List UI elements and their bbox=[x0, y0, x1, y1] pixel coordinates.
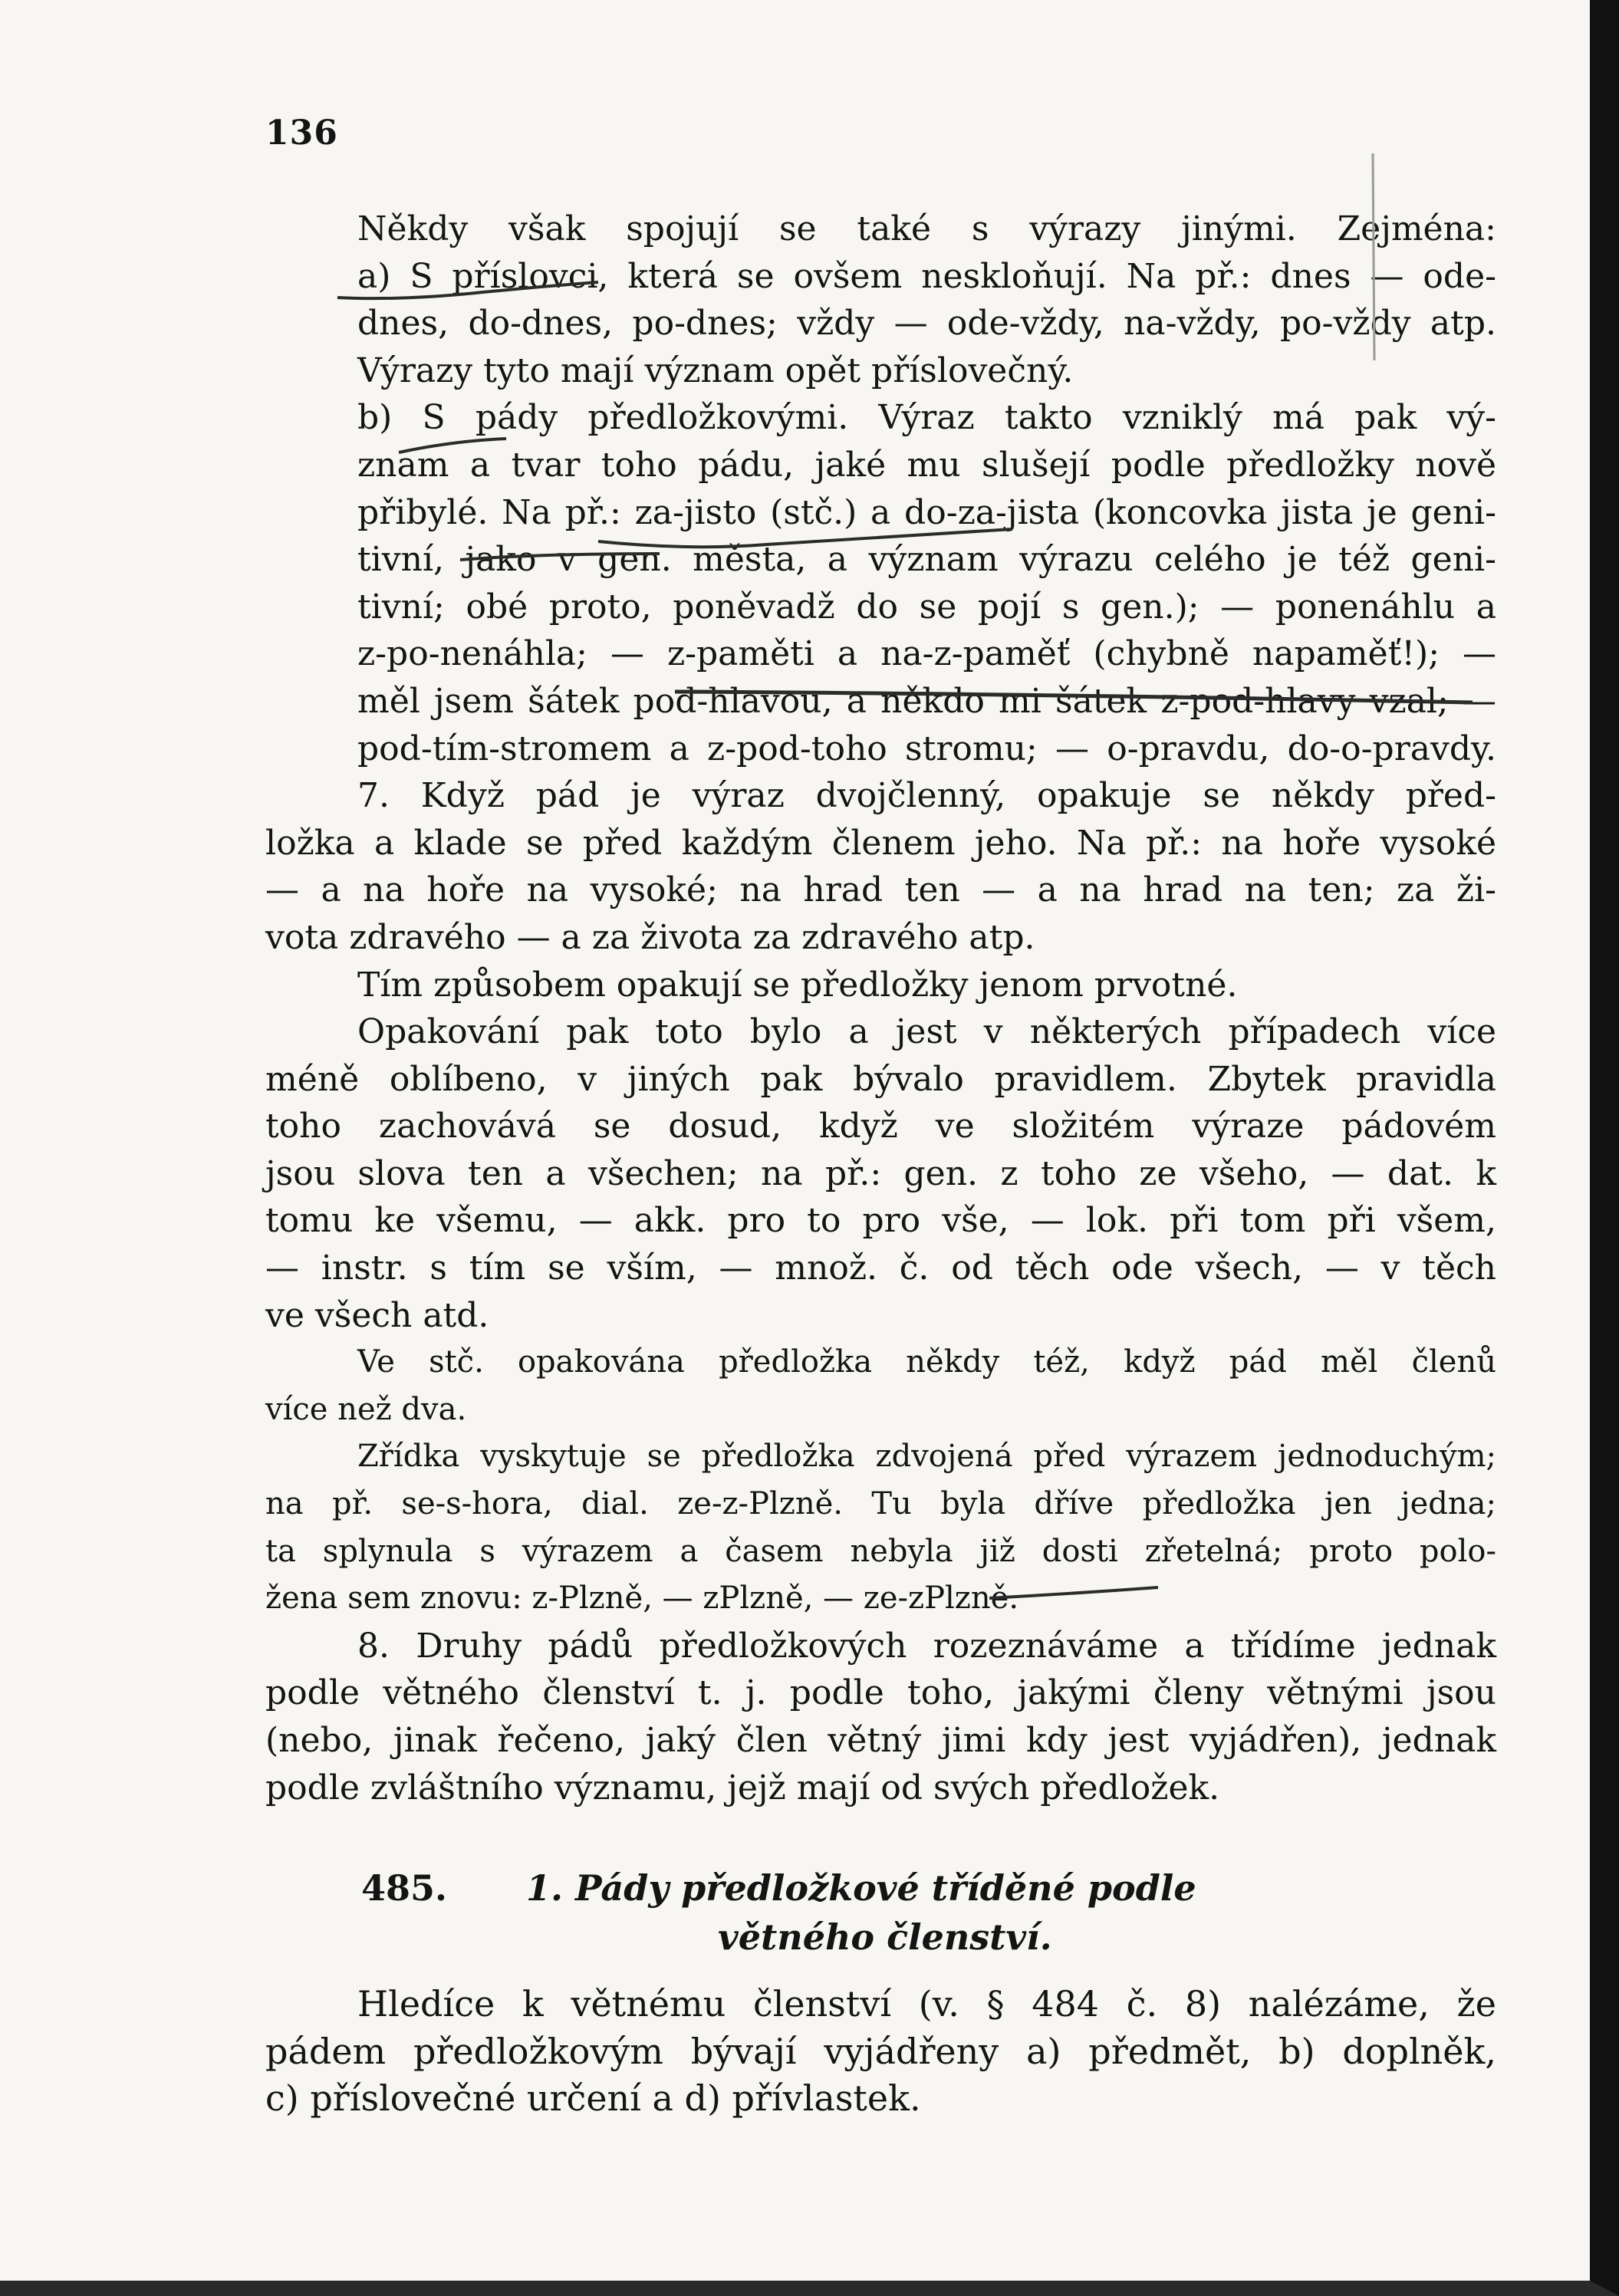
text-line: tivní; obé proto, poněvadž do se pojí s gen.); — ponenáhlu a bbox=[357, 587, 1496, 627]
text-line: znam a tvar toho pádu, jaké mu slušejí podle předložky nově bbox=[357, 445, 1496, 485]
text-line: podle zvláštního významu, jejž mají od svých předložek. bbox=[265, 1768, 1220, 1808]
text-line: dnes, do-dnes, po-dnes; vždy — ode-vždy, na-vždy, po-vždy atp. bbox=[357, 304, 1496, 344]
text-line: jsou slova ten a všechen; na př.: gen. z toho ze všeho, — dat. k bbox=[265, 1153, 1496, 1193]
body-text bbox=[265, 206, 1496, 1811]
text-line: 7. Když pád je výraz dvojčlenný, opakuje se někdy před- bbox=[357, 776, 1496, 816]
page-number: 136 bbox=[265, 113, 338, 153]
text-line: vota zdravého — a za života za zdravého atp. bbox=[265, 917, 1035, 957]
closing-paragraph bbox=[265, 1980, 1496, 2122]
text-line: ložka a klade se před každým členem jeho. Na př.: na hoře vysoké bbox=[265, 823, 1496, 863]
text-line: ta splynula s výrazem a časem nebyla již dosti zřetelná; proto polo- bbox=[265, 1533, 1496, 1569]
text-line: tomu ke všemu, — akk. pro to pro vše, — lok. při tom při všem, bbox=[265, 1201, 1496, 1241]
text-line: Někdy však spojují se také s výrazy jinými. Zejména: bbox=[357, 209, 1496, 248]
text-line: — a na hoře na vysoké; na hrad ten — a na hrad na ten; za ži- bbox=[265, 870, 1496, 910]
text-line: Zřídka vyskytuje se předložka zdvojená před výrazem jednoduchým; bbox=[357, 1439, 1496, 1475]
text-line: 8. Druhy pádů předložkových rozeznáváme a třídíme jednak bbox=[357, 1626, 1496, 1666]
text-line: Tím způsobem opakují se předložky jenom prvotné. bbox=[357, 965, 1238, 1005]
text-line: méně oblíbeno, v jiných pak bývalo pravidlem. Zbytek pravidla bbox=[265, 1059, 1496, 1099]
text-line: — instr. s tím se vším, — množ. č. od těch ode všech, — v těch bbox=[265, 1248, 1496, 1288]
text-line: z-po-nenáhla; — z-paměti a na-z-paměť (chybně napaměť!); — bbox=[357, 634, 1496, 674]
text-line: b) S pády předložkovými. Výraz takto vzniklý má pak vý- bbox=[357, 398, 1496, 438]
text-line: tivní, jako v gen. města, a význam výrazu celého je též geni- bbox=[357, 540, 1496, 580]
text-line: a) S příslovci, která se ovšem neskloňují. Na př.: dnes — ode- bbox=[357, 256, 1496, 296]
section-number: 485. bbox=[361, 1867, 448, 1909]
section-title-line: větného členství. bbox=[718, 1916, 1052, 1958]
text-line: měl jsem šátek pod-hlavou, a někdo mi šátek z-pod-hlavy vzal; — bbox=[357, 681, 1496, 721]
text-line: žena sem znovu: z-Plzně, — zPlzně, — ze-zPlzně. bbox=[265, 1581, 1019, 1617]
text-line: (nebo, jinak řečeno, jaký člen větný jimi kdy jest vyjádřen), jednak bbox=[265, 1721, 1496, 1760]
text-line: pod-tím-stromem a z-pod-toho stromu; — o-pravdu, do-o-pravdy. bbox=[357, 729, 1496, 768]
text-line: více než dva. bbox=[265, 1391, 467, 1427]
text-line: c) příslovečné určení a d) přívlastek. bbox=[265, 2077, 921, 2120]
text-line: Hledíce k větnému členství (v. § 484 č. 8) nalézáme, že bbox=[357, 1983, 1496, 2025]
text-line: toho zachovává se dosud, když ve složitém výraze pádovém bbox=[265, 1107, 1496, 1146]
section-title-line: 1. Pády předložkové tříděné podle bbox=[526, 1867, 1196, 1909]
text-line: Ve stč. opakována předložka někdy též, když pád měl členů bbox=[357, 1344, 1496, 1380]
text-line: ve všech atd. bbox=[265, 1295, 489, 1335]
text-line: přibylé. Na př.: za-jisto (stč.) a do-za-jista (koncovka jista je geni- bbox=[357, 492, 1496, 532]
text-line: na př. se-s-hora, dial. ze-z-Plzně. Tu byla dříve předložka jen jedna; bbox=[265, 1486, 1496, 1522]
text-line: podle větného členství t. j. podle toho, jakými členy větnými jsou bbox=[265, 1673, 1496, 1713]
text-line: Opakování pak toto bylo a jest v některých případech více bbox=[357, 1012, 1496, 1052]
text-line: Výrazy tyto mají význam opět příslovečný. bbox=[357, 350, 1074, 390]
text-line: pádem předložkovým bývají vyjádřeny a) předmět, b) doplněk, bbox=[265, 2030, 1496, 2072]
